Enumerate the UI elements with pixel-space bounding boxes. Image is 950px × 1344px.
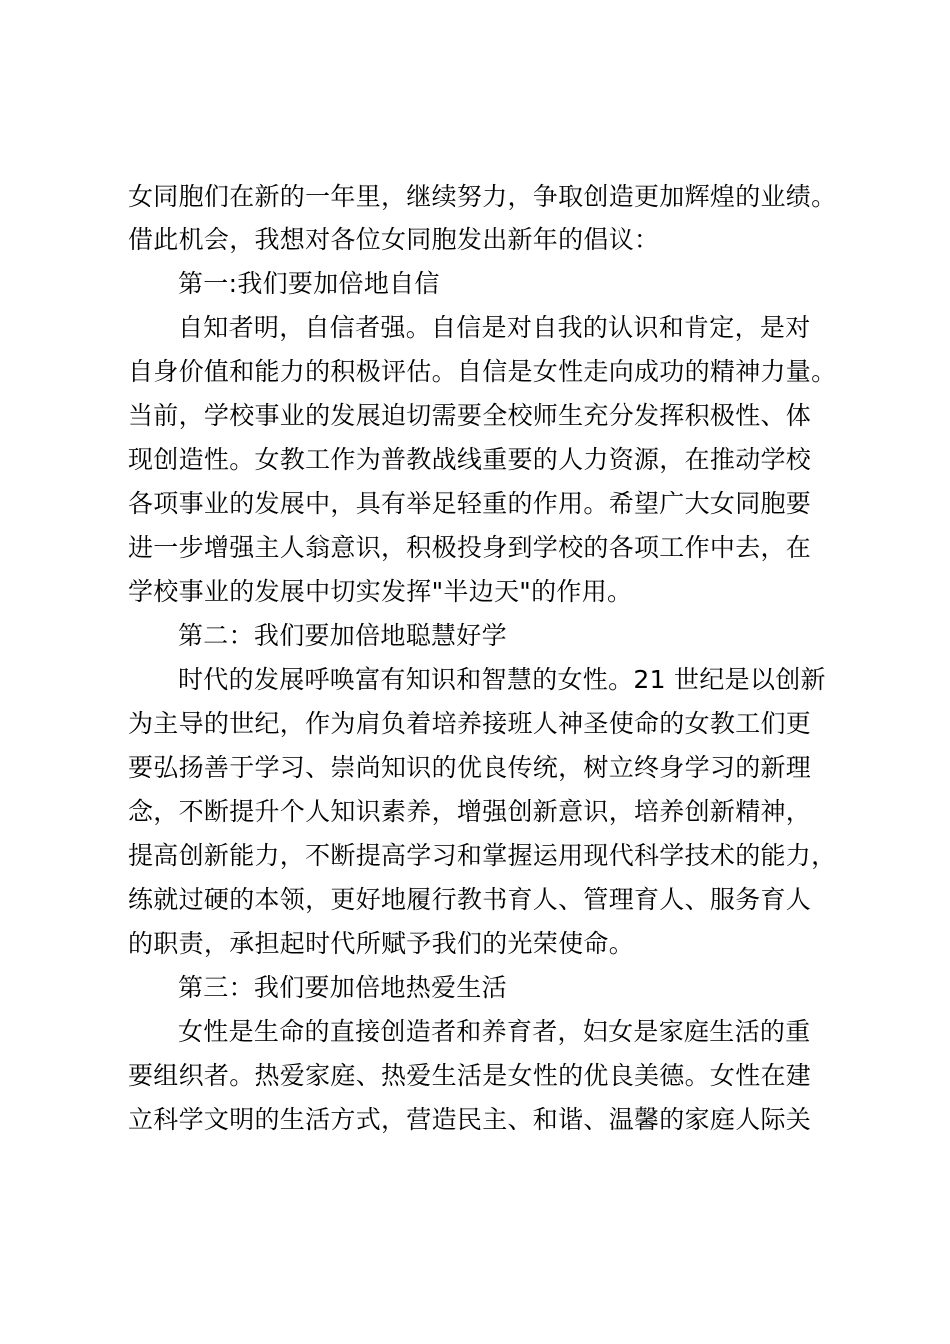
paragraph-line: 进一步增强主人翁意识，积极投身到学校的各项工作中去，在 xyxy=(128,533,812,562)
paragraph-line: 要弘扬善于学习、崇尚知识的优良传统，树立终身学习的新理 xyxy=(128,753,812,782)
paragraph-line: 各项事业的发展中，具有举足轻重的作用。希望广大女同胞要 xyxy=(128,489,812,518)
paragraph-line: 立科学文明的生活方式，营造民主、和谐、温馨的家庭人际关 xyxy=(128,1105,812,1134)
paragraph-line: 为主导的世纪，作为肩负着培养接班人神圣使命的女教工们更 xyxy=(128,709,812,738)
paragraph-line: 女性是生命的直接创造者和养育者，妇女是家庭生活的重 xyxy=(178,1017,811,1046)
paragraph-line: 自身价值和能力的积极评估。自信是女性走向成功的精神力量。 xyxy=(128,357,837,386)
paragraph-line: 现创造性。女教工作为普教战线重要的人力资源，在推动学校 xyxy=(128,445,812,474)
section-heading-1: 第一:我们要加倍地自信 xyxy=(178,269,440,298)
paragraph-line: 练就过硬的本领，更好地履行教书育人、管理育人、服务育人 xyxy=(128,885,812,914)
paragraph-line: 借此机会，我想对各位女同胞发出新年的倡议： xyxy=(128,225,660,254)
paragraph-line: 时代的发展呼唤富有知识和智慧的女性。21 世纪是以创新 xyxy=(178,665,826,694)
paragraph-line: 学校事业的发展中切实发挥"半边天"的作用。 xyxy=(128,577,633,606)
paragraph-line: 要组织者。热爱家庭、热爱生活是女性的优良美德。女性在建 xyxy=(128,1061,812,1090)
paragraph-line: 念，不断提升个人知识素养，增强创新意识，培养创新精神， xyxy=(128,797,812,826)
section-heading-3: 第三：我们要加倍地热爱生活 xyxy=(178,973,507,1002)
paragraph-line: 的职责，承担起时代所赋予我们的光荣使命。 xyxy=(128,929,635,958)
paragraph-line: 自知者明，自信者强。自信是对自我的认识和肯定，是对 xyxy=(178,313,811,342)
section-heading-2: 第二：我们要加倍地聪慧好学 xyxy=(178,621,507,650)
paragraph-line: 提高创新能力，不断提高学习和掌握运用现代科学技术的能力， xyxy=(128,841,837,870)
paragraph-line: 女同胞们在新的一年里，继续努力，争取创造更加辉煌的业绩。 xyxy=(128,182,837,211)
paragraph-line: 当前，学校事业的发展迫切需要全校师生充分发挥积极性、体 xyxy=(128,401,812,430)
